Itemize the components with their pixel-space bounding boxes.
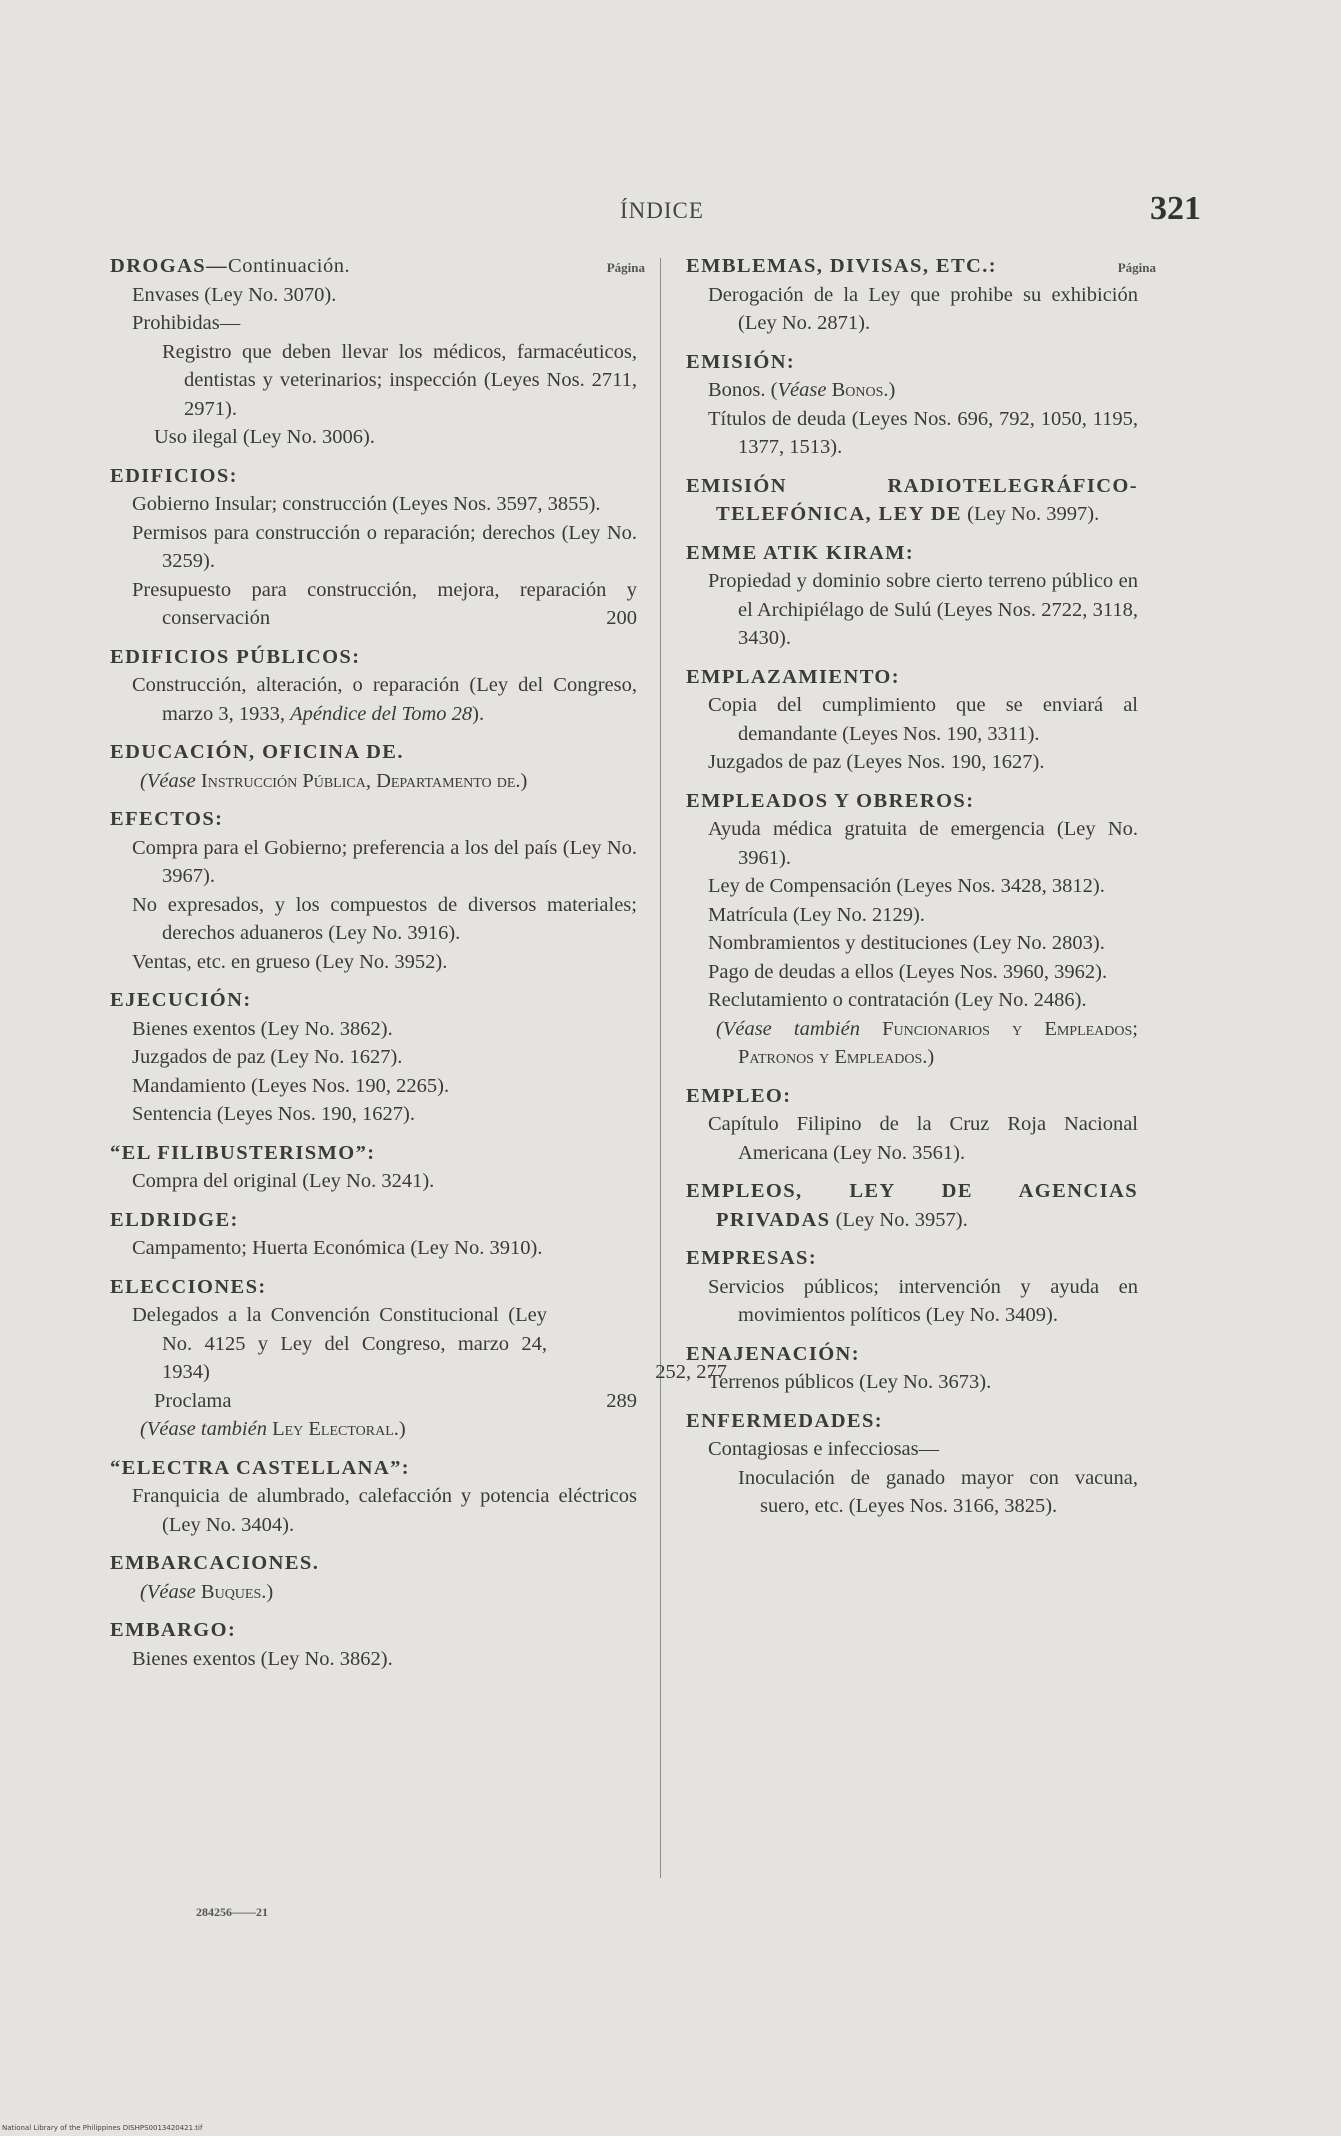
item-envases: Envases (Ley No. 3070). xyxy=(132,283,337,306)
see-ref: Bonos.) xyxy=(831,379,896,401)
item-ley-compensacion: Ley de Compensación (Leyes Nos. 3428, 3812). xyxy=(708,875,1105,897)
see-also-embarcaciones xyxy=(110,1578,637,1607)
item-permisos: Permisos para construcción o reparación; derechos (Ley No. 3259). xyxy=(132,521,637,572)
entry-enfermedades xyxy=(686,1407,1146,1521)
heading-edificios-publicos: EDIFICIOS PÚBLICOS: xyxy=(110,645,361,668)
item-juzgados: Juzgados de paz (Ley No. 1627). xyxy=(132,1046,403,1068)
heading-emision: EMISIÓN: xyxy=(686,350,796,373)
see-also-educacion xyxy=(110,767,637,796)
entry-embargo xyxy=(110,1616,645,1673)
heading-elecciones: ELECCIONES: xyxy=(110,1275,267,1298)
item-propiedad: Propiedad y dominio sobre cierto terreno público en el Archipiélago de Sulú (Leyes Nos. 2722, 3118, 3430). xyxy=(708,570,1138,649)
item-prohibidas: Prohibidas— xyxy=(132,312,241,334)
item-proclama-text: Proclama xyxy=(154,1389,232,1412)
heading-electra: “ELECTRA CASTELLANA”: xyxy=(110,1456,410,1479)
heading-continuation: Continuación. xyxy=(228,255,351,277)
entry-emme xyxy=(686,539,1146,653)
item-franquicia: Franquicia de alumbrado, calefacción y potencia eléctricos (Ley No. 3404). xyxy=(132,1485,637,1536)
item-terrenos: Terrenos públicos (Ley No. 3673). xyxy=(708,1371,992,1393)
item-juzgados-paz: Juzgados de paz (Leyes Nos. 190, 1627). xyxy=(708,751,1045,773)
item-uso-ilegal: Uso ilegal (Ley No. 3006). xyxy=(154,426,375,448)
item-derogacion: Derogación de la Ley que prohibe su exhibición (Ley No. 2871). xyxy=(708,283,1138,334)
entry-filibusterismo xyxy=(110,1139,645,1196)
entry-empresas xyxy=(686,1244,1146,1330)
entry-empleados xyxy=(686,787,1146,1072)
item-delegados-text: Delegados a la Convención Constitucional (Ley No. 4125 y Ley del Congreso, marzo 24, 1934) xyxy=(132,1304,547,1383)
heading-emblemas: EMBLEMAS, DIVISAS, ETC.: xyxy=(686,255,997,277)
page-ref-proclama: 289 xyxy=(606,1389,637,1412)
scan-credit: National Library of the Philippines DISHPS0013420421.tif xyxy=(2,2124,203,2132)
column-divider xyxy=(660,258,661,1878)
see-ref: Buques.) xyxy=(200,1580,274,1603)
item-ventas: Ventas, etc. en grueso (Ley No. 3952). xyxy=(132,950,448,973)
item-construccion xyxy=(110,671,637,728)
see-also-empleados xyxy=(686,1015,1138,1072)
item-ayuda: Ayuda médica gratuita de emergencia (Ley No. 3961). xyxy=(708,818,1138,869)
page-ref-presupuesto: 200 xyxy=(606,607,637,629)
item-pago: Pago de deudas a ellos (Leyes Nos. 3960, 3962). xyxy=(708,960,1108,983)
item-reclutamiento: Reclutamiento o contratación (Ley No. 2486). xyxy=(708,989,1087,1011)
entry-drogas xyxy=(110,252,645,452)
entry-eldridge xyxy=(110,1206,645,1263)
item-servicios: Servicios públicos; intervención y ayuda en movimientos políticos (Ley No. 3409). xyxy=(708,1275,1138,1326)
item-contagiosas: Contagiosas e infecciosas— xyxy=(708,1438,940,1460)
item-gobierno-insular: Gobierno Insular; construcción (Leyes Nos. 3597, 3855). xyxy=(132,493,601,515)
item-bonos xyxy=(686,376,1138,405)
item-copia: Copia del cumplimiento que se enviará al demandante (Leyes Nos. 190, 3311). xyxy=(708,694,1138,745)
entry-empleo xyxy=(686,1082,1146,1168)
right-column xyxy=(686,252,1156,1531)
vease-tambien-label: (Véase también xyxy=(716,1017,860,1040)
heading-filibusterismo: “EL FILIBUSTERISMO”: xyxy=(110,1141,376,1164)
entry-ejecucion xyxy=(110,986,645,1129)
entry-empleos-agencias xyxy=(686,1177,1146,1234)
item-mandamiento: Mandamiento (Leyes Nos. 190, 2265). xyxy=(132,1074,450,1097)
item-no-expresados: No expresados, y los compuestos de diversos materiales; derechos aduaneros (Ley No. 3916). xyxy=(132,893,637,944)
heading-eldridge: ELDRIDGE: xyxy=(110,1208,239,1231)
heading-ejecucion: EJECUCIÓN: xyxy=(110,989,252,1011)
item-inoculacion: Inoculación de ganado mayor con vacuna, suero, etc. (Leyes Nos. 3166, 3825). xyxy=(738,1466,1138,1517)
heading-drogas: DROGAS— xyxy=(110,255,229,277)
item-titulos: Títulos de deuda (Leyes Nos. 696, 792, 1050, 1195, 1377, 1513). xyxy=(708,407,1138,458)
item-bienes-exentos-embargo: Bienes exentos (Ley No. 3862). xyxy=(132,1647,393,1670)
heading-embargo: EMBARGO: xyxy=(110,1619,237,1641)
left-column xyxy=(110,252,727,1683)
item-construccion-close: ). xyxy=(472,702,485,725)
item-delegados xyxy=(110,1301,727,1387)
entry-emplazamiento xyxy=(686,663,1146,777)
entry-elecciones xyxy=(110,1273,727,1444)
item-registro: Registro que deben llevar los médicos, farmacéuticos, dentistas y veterinarios; inspección (Leyes Nos. 2711, 2971). xyxy=(162,340,637,420)
item-nombramientos: Nombramientos y destituciones (Ley No. 2803). xyxy=(708,932,1105,954)
item-empleos-agencias-ley: (Ley No. 3957). xyxy=(835,1208,968,1231)
see-ref: Ley Electoral.) xyxy=(272,1418,406,1440)
heading-empleo: EMPLEO: xyxy=(686,1084,792,1107)
vease-tambien-label: (Véase también xyxy=(140,1418,267,1440)
entry-edificios xyxy=(110,462,645,633)
printer-signature: 284256——21 xyxy=(196,1905,268,1919)
item-capitulo: Capítulo Filipino de la Cruz Roja Nacional Americana (Ley No. 3561). xyxy=(708,1113,1138,1164)
entry-efectos xyxy=(110,805,645,976)
item-presupuesto xyxy=(110,576,637,633)
vease-label: (Véase xyxy=(140,1580,196,1603)
vease-label: Véase xyxy=(777,379,827,401)
see-ref: Funcionarios y Empleados; Patronos y Empleados.) xyxy=(738,1017,1138,1068)
heading-emision-radio: EMISIÓN RADIOTELEGRÁFICO-TELEFÓNICA, LEY DE xyxy=(686,474,1138,525)
item-proclama xyxy=(110,1387,637,1416)
item-matricula: Matrícula (Ley No. 2129). xyxy=(708,903,925,926)
pagina-label-left: Página xyxy=(606,260,645,275)
item-sentencia: Sentencia (Leyes Nos. 190, 1627). xyxy=(132,1103,415,1125)
entry-enajenacion xyxy=(686,1340,1146,1397)
heading-enfermedades: ENFERMEDADES: xyxy=(686,1409,884,1432)
entry-embarcaciones xyxy=(110,1549,645,1606)
heading-empresas: EMPRESAS: xyxy=(686,1247,818,1269)
heading-emme: EMME ATIK KIRAM: xyxy=(686,541,915,564)
item-presupuesto-text: Presupuesto para construcción, mejora, reparación y conservación xyxy=(132,578,637,629)
heading-empleos-agencias-line xyxy=(686,1177,1138,1234)
heading-empleados: EMPLEADOS Y OBREROS: xyxy=(686,789,975,812)
entry-edificios-publicos xyxy=(110,643,645,729)
item-bonos-text: Bonos. ( xyxy=(708,379,778,401)
entry-emblemas xyxy=(686,252,1146,338)
heading-enajenacion: ENAJENACIÓN: xyxy=(686,1342,860,1365)
item-compra-original: Compra del original (Ley No. 3241). xyxy=(132,1170,435,1192)
item-emision-radio-ley: (Ley No. 3997). xyxy=(967,503,1100,525)
entry-emision-radio xyxy=(686,472,1146,529)
page-header xyxy=(0,190,1341,240)
item-construccion-text: Construcción, alteración, o reparación (Ley del Congreso, marzo 3, 1933, xyxy=(132,674,637,725)
heading-efectos: EFECTOS: xyxy=(110,808,224,830)
item-bienes-exentos: Bienes exentos (Ley No. 3862). xyxy=(132,1017,393,1040)
see-also-elecciones xyxy=(110,1415,637,1444)
heading-empleos-agencias: EMPLEOS, LEY DE AGENCIAS PRIVADAS xyxy=(686,1180,1138,1231)
item-campamento: Campamento; Huerta Económica (Ley No. 3910). xyxy=(132,1237,543,1259)
pagina-label-right: Página xyxy=(1117,260,1156,275)
item-compra: Compra para el Gobierno; preferencia a los del país (Ley No. 3967). xyxy=(132,836,637,887)
page-ref-delegados: 252, 277 xyxy=(655,1361,727,1383)
entry-educacion xyxy=(110,738,645,795)
page-number: 321 xyxy=(1150,190,1201,227)
vease-label: (Véase xyxy=(140,769,196,792)
running-head: ÍNDICE xyxy=(620,198,704,223)
heading-emision-radio-line xyxy=(686,472,1138,529)
item-construccion-apendice: Apéndice del Tomo 28 xyxy=(290,702,473,725)
heading-edificios: EDIFICIOS: xyxy=(110,464,238,487)
heading-emplazamiento: EMPLAZAMIENTO: xyxy=(686,665,900,688)
entry-electra xyxy=(110,1454,645,1540)
heading-embarcaciones: EMBARCACIONES. xyxy=(110,1552,320,1574)
heading-educacion: EDUCACIÓN, OFICINA DE. xyxy=(110,741,404,763)
see-ref: Instrucción Pública, Departamento de.) xyxy=(200,769,528,792)
entry-emision xyxy=(686,348,1146,462)
